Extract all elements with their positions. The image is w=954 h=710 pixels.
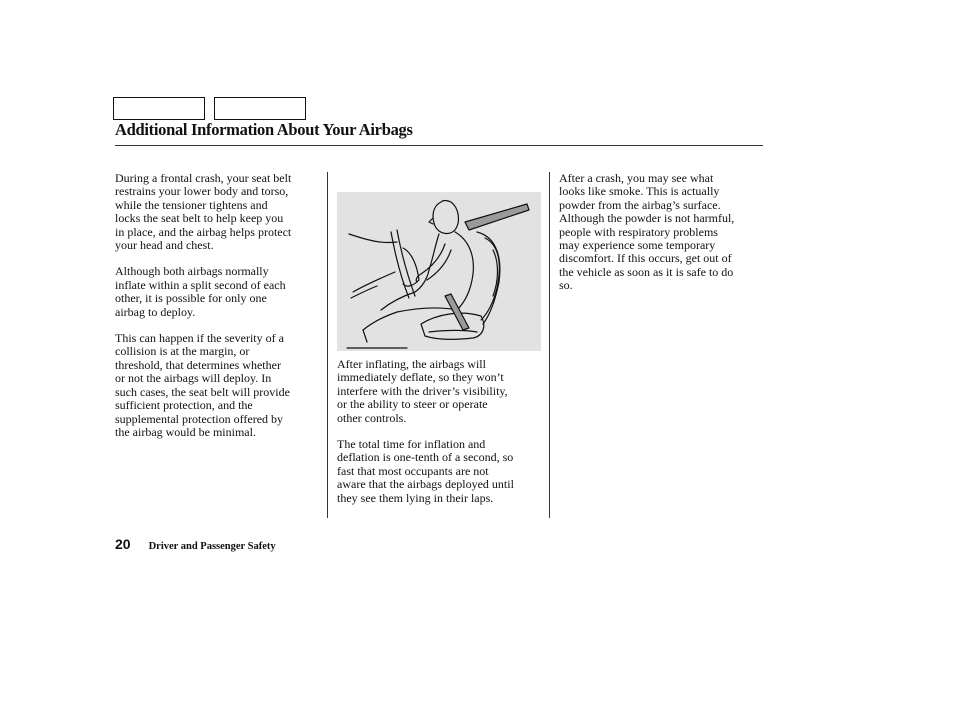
- middle-column: [337, 358, 547, 518]
- left-column: [115, 172, 325, 452]
- right-paragraph-1: After a crash, you may see what looks like smoke. This is actually powder from the airbag’s surface. Although the powder is not harmful, people with respiratory problems may experience some temporary discomfort. If this occurs, get out of the vehicle as soon as it is safe to do so.: [559, 171, 735, 293]
- dashboard-outline: [349, 234, 397, 243]
- occupant-back: [455, 232, 473, 310]
- occupant-chest: [415, 234, 439, 292]
- driver-seat-airbag-drawing: [337, 192, 541, 351]
- airbag-deflating-illustration: [337, 192, 541, 351]
- seat-cushion: [421, 313, 484, 339]
- page-footer: [115, 536, 276, 554]
- column-divider-right: [549, 172, 550, 518]
- right-column: [559, 172, 764, 306]
- header-tab-box-left: [113, 97, 205, 120]
- column-divider-left: [327, 172, 328, 518]
- title-rule: [115, 145, 763, 146]
- middle-paragraph-1: After inflating, the airbags will immediately deflate, so they won’t interfere with the driver’s visibility, or the ability to steer or operate other controls.: [337, 357, 508, 425]
- header-tab-box-right: [214, 97, 306, 120]
- section-name: Driver and Passenger Safety: [148, 541, 276, 552]
- shoulder-belt: [465, 204, 529, 230]
- left-paragraph-2: Although both airbags normally inflate within a split second of each other, it is possible for only one airbag to deploy.: [115, 264, 286, 319]
- page-number: 20: [115, 536, 131, 552]
- occupant-thigh: [363, 308, 457, 330]
- occupant-head: [433, 201, 458, 234]
- left-paragraph-3: This can happen if the severity of a collision is at the margin, or threshold, that determines whether or not the airbags will deploy. In such cases, the seat belt will provide sufficient protection, and the supplemental protection offered by the airbag would be minimal.: [115, 331, 290, 439]
- steering-column: [353, 272, 395, 292]
- middle-paragraph-2: The total time for inflation and deflation is one-tenth of a second, so fast that most occupants are not aware that the airbags deployed until they see them lying in their laps.: [337, 437, 514, 505]
- page-title: Additional Information About Your Airbags: [115, 120, 413, 139]
- left-paragraph-1: During a frontal crash, your seat belt restrains your lower body and torso, while the tensioner tightens and locks the seat belt to help keep you in place, and the airbag helps protect your head and chest.: [115, 171, 292, 253]
